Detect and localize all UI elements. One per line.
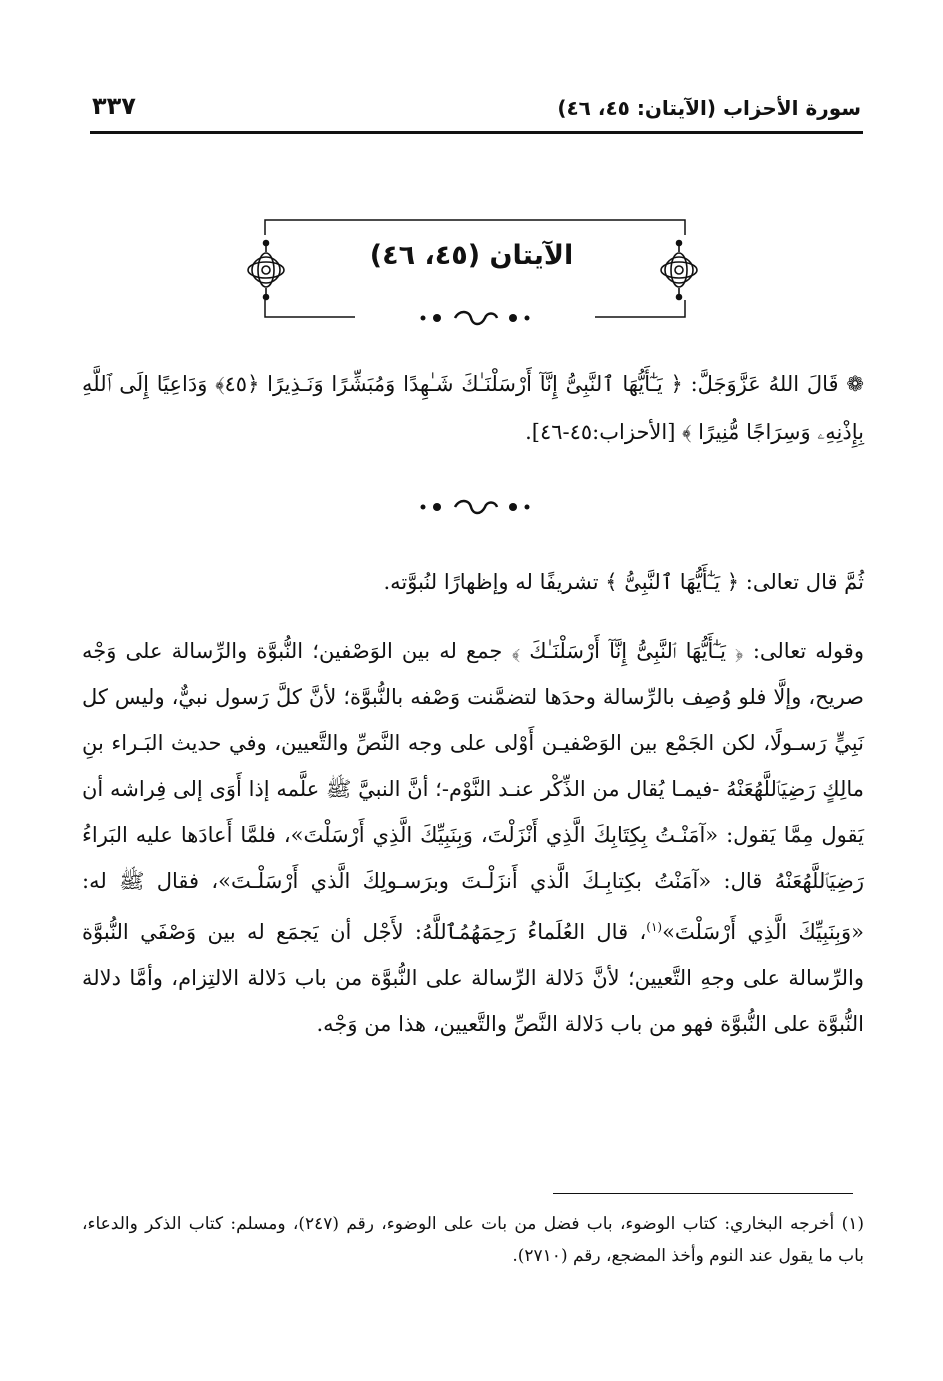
footnote-rule (553, 1193, 853, 1194)
footnote: (١) أخرجه البخاري: كتاب الوضوء، باب فضل من بات على الوضوء، رقم (٢٤٧)، ومسلم: كتاب الذكر والدعاء، باب ما يقول عند النوم وأخذ المضجع، رقم (٢٧١٠). (82, 1214, 864, 1266)
header-rule (90, 131, 863, 134)
section-title: الآيتان (٤٥، ٤٦) (369, 240, 574, 271)
paragraph-2-continuation: ، قال العُلَماءُ رَحِمَهُمُٱللَّهُ: لأَجْل أن يَجمَع له بين وَصْفَي النُّبوَّة والرِّسالة على وجهِ التَّعيين؛ لأنَّ دَلالة الرِّسالة على النُّبوَّة من باب دَلالة الالتِزام، وأمَّا دلالة النُّبوَّة على النُّبوَّة فهو من باب دَلالة النَّصِّ والتَّعيين، هذا من وَجْه. (82, 920, 864, 1036)
running-header-title: سورة الأحزاب (الآيتان: ٤٥، ٤٦) (557, 96, 861, 120)
dot-swirl-divider-icon (415, 497, 535, 517)
paragraph-2 (82, 628, 864, 1047)
knot-ornament-icon (244, 238, 288, 302)
page-number: ٣٣٧ (92, 92, 136, 120)
paragraph-1: ثُمَّ قال تعالى: ﴿ يَـٰٓأَيُّهَا ٱلنَّبِىُّ ﴾ تشريفًا له وإظهارًا لنُبوَّته. (383, 570, 864, 594)
quran-verse: ❁ قَالَ اللهُ عَزَّوَجَلَّ: ﴿ يَـٰٓأَيُّهَا ٱلنَّبِىُّ إِنَّآ أَرْسَلْنَـٰكَ شَـٰهِدًا وَمُبَشِّرًا وَنَـذِيرًا ﴿٤٥﴾ وَدَاعِيًا إِلَى ٱللَّهِ بِإِذْنِهِۦ وَسِرَاجًا مُّنِيرًا ﴾ [الأحزاب:٤٥-٤٦]. (82, 372, 864, 444)
footnote-reference[interactable]: (١) (646, 920, 663, 934)
paragraph-2-text: وقوله تعالى: ﴿ يَـٰٓأَيُّهَا ٱلنَّبِىُّ إِنَّآ أَرْسَلْنَـٰكَ ﴾ جمع له بين الوَصْفين؛ النُّبوَّة والرِّسالة على وَجْه صريح، وإلَّا فلو وُصِف بالرِّسالة وحدَها لتضمَّنت وَصْفه بالنُّبوَّة؛ لأنَّ كلَّ رَسول نبيٌّ، وليس كل نَبِيٍّ رَسـولًا، لكن الجَمْع بين الوَصْفيـن أَوْلى على وجه النَّصِّ والتَّعيين، وفي حديث البَـراء بنِ مالِكٍ رَضِيَٱللَّهُعَنْهُ -فيمـا يُقال من الذِّكْر عنـد النَّوْم-؛ أنَّ النبيَّ ﷺ علَّمه إذا أَوَى إلى فِراشه أن يَقول مِمَّا يَقول: «آمَنْـتُ بِكِتَابِكَ الَّذِي أَنْزَلْتَ، وَبِنَبِيِّكَ الَّذِي أَرْسَلْتَ»، فلمَّا أَعادَها عليه البَراءُ رَضِيَٱللَّهُعَنْهُ قال: «آمَنْتُ بكِتابِـكَ الَّذي أَنزَلْـتَ وبرَسـولِكَ الَّذي أَرْسَلْـتَ»، فقال ﷺ له: «وَبِنَبِيِّكَ الَّذِي أَرْسَلْتَ» (82, 639, 864, 944)
dot-swirl-divider-icon (415, 308, 535, 328)
knot-ornament-icon (657, 238, 701, 302)
